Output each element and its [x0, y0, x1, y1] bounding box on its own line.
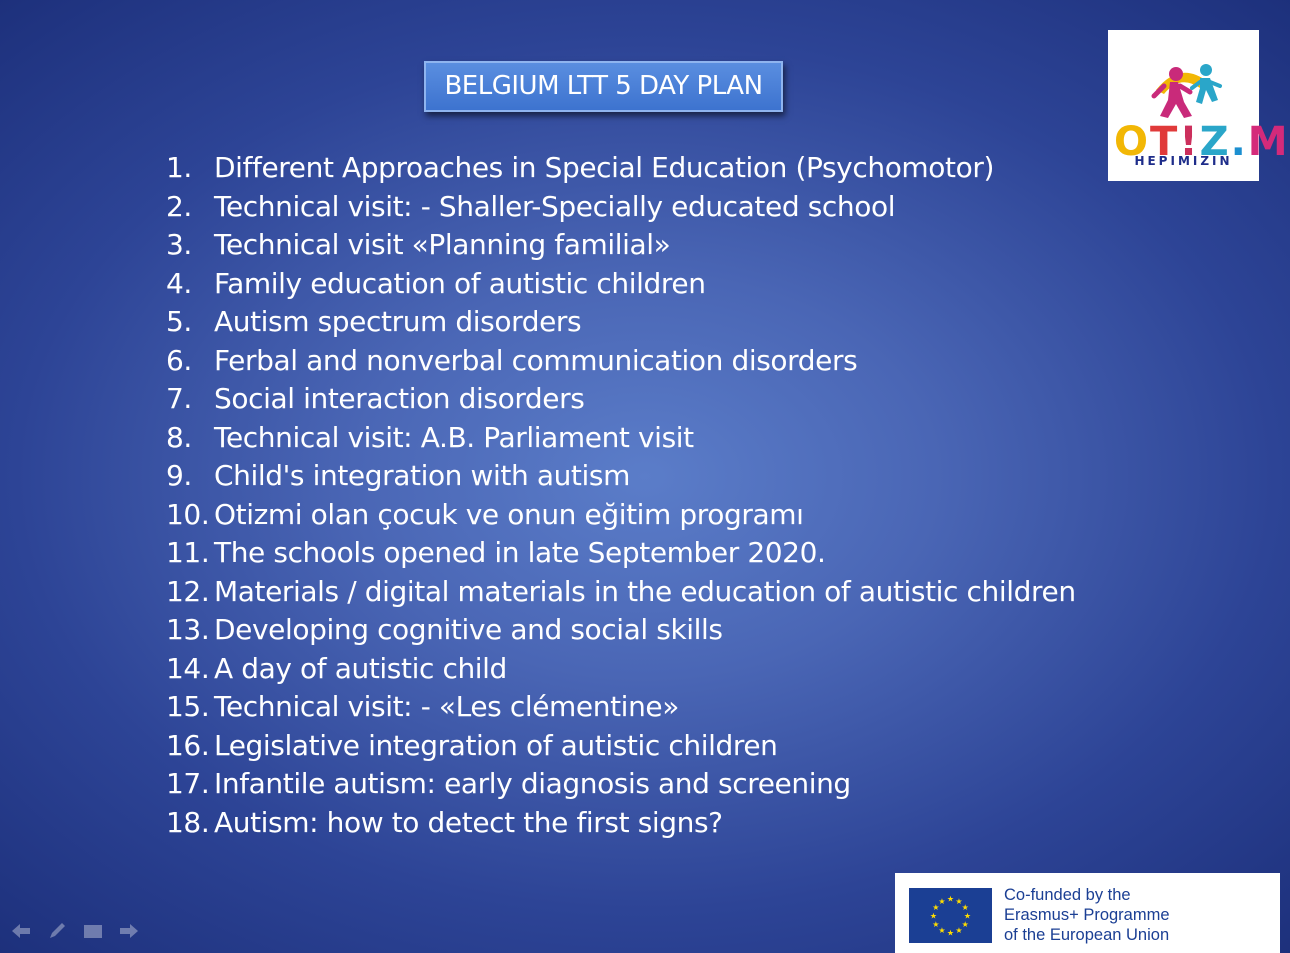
eu-star: ★: [955, 926, 963, 936]
plan-item-number: 1.: [166, 151, 192, 184]
plan-item-text: Technical visit: A.B. Parliament visit: [214, 420, 694, 454]
plan-item-number: 17.: [166, 767, 210, 800]
plan-item-number: 12.: [166, 574, 210, 608]
plan-item-text: Family education of autistic children: [214, 266, 706, 300]
plan-list-item: [166, 651, 1076, 690]
eu-star: ★: [938, 896, 946, 906]
plan-item-text: Technical visit: - «Les clémentine»: [214, 690, 679, 723]
otizm-logo: [1108, 30, 1290, 181]
eu-star: ★: [961, 920, 969, 929]
slide-title: BELGIUM LTT 5 DAY PLAN: [424, 61, 783, 112]
plan-item-number: 7.: [166, 382, 192, 415]
plan-item-text: Autism spectrum disorders: [214, 305, 582, 338]
plan-item-text: Ferbal and nonverbal communication disorders: [214, 343, 858, 377]
plan-list-item: [166, 574, 1076, 613]
plan-list-item: [166, 304, 1076, 343]
plan-list-item: [166, 458, 1076, 497]
plan-item-text: Technical visit «Planning familial»: [214, 228, 671, 261]
plan-item-number: 15.: [166, 690, 210, 723]
plan-item-number: 14.: [166, 651, 210, 685]
plan-item-number: 10.: [166, 497, 210, 531]
eu-star: ★: [938, 926, 946, 936]
eu-flag-icon: [909, 888, 992, 943]
plan-item-number: 18.: [166, 805, 210, 839]
plan-item-text: Different Approaches in Special Education (Psychomotor): [214, 151, 994, 184]
plan-list-item: [166, 381, 1076, 420]
plan-list-item: [166, 612, 1076, 651]
pen-icon[interactable]: [46, 920, 68, 942]
logo-subtitle: HEPIMIZIN: [1134, 154, 1233, 168]
plan-item-text: Technical visit: - Shaller-Specially educated school: [214, 189, 896, 223]
plan-list-item: [166, 227, 1076, 266]
slideshow-nav: [10, 920, 140, 942]
slides-menu-icon[interactable]: [82, 920, 104, 942]
plan-item-text: Legislative integration of autistic children: [214, 728, 778, 762]
plan-item-number: 2.: [166, 189, 192, 223]
eu-badge-line1: Co-funded by the: [1004, 886, 1131, 904]
plan-item-text: Developing cognitive and social skills: [214, 613, 723, 646]
plan-item-number: 3.: [166, 228, 192, 261]
eu-star: ★: [955, 896, 963, 906]
plan-list-item: [166, 266, 1076, 305]
back-arrow-icon[interactable]: [10, 920, 32, 942]
plan-list: [166, 150, 1076, 843]
plan-list-item: [166, 189, 1076, 228]
plan-list-item: [166, 728, 1076, 767]
plan-item-number: 11.: [166, 536, 210, 569]
plan-item-number: 9.: [166, 459, 192, 492]
plan-list-item: [166, 689, 1076, 728]
plan-list-item: [166, 497, 1076, 536]
eu-star: ★: [932, 920, 940, 929]
plan-item-number: 16.: [166, 728, 210, 762]
eu-cofunded-badge: [895, 873, 1280, 953]
plan-list-item: [166, 150, 1076, 189]
plan-list-item: [166, 805, 1076, 844]
plan-list-item: [166, 535, 1076, 574]
eu-star: ★: [963, 911, 972, 921]
plan-item-text: Autism: how to detect the first signs?: [214, 805, 723, 839]
plan-item-text: The schools opened in late September 2020.: [214, 536, 826, 569]
eu-badge-line3: of the European Union: [1004, 926, 1170, 944]
eu-star: ★: [929, 911, 938, 921]
eu-badge-text: [1004, 885, 1170, 945]
eu-star: ★: [946, 928, 955, 938]
plan-item-number: 5.: [166, 305, 192, 338]
plan-list-item: [166, 420, 1076, 459]
eu-star: ★: [946, 894, 955, 904]
plan-item-number: 13.: [166, 613, 210, 646]
plan-item-number: 8.: [166, 420, 192, 454]
logo-wordmark: OT!Z.M: [1114, 119, 1290, 165]
eu-star: ★: [932, 903, 940, 912]
plan-list-item: [166, 766, 1076, 805]
plan-item-text: Materials / digital materials in the education of autistic children: [214, 574, 1076, 608]
plan-item-text: A day of autistic child: [214, 651, 507, 685]
plan-item-number: 6.: [166, 343, 192, 377]
plan-item-text: Infantile autism: early diagnosis and screening: [214, 767, 851, 800]
plan-item-text: Child's integration with autism: [214, 459, 630, 492]
forward-arrow-icon[interactable]: [118, 920, 140, 942]
plan-list-item: [166, 343, 1076, 382]
eu-star: ★: [961, 903, 969, 912]
plan-item-text: Social interaction disorders: [214, 382, 585, 415]
plan-item-number: 4.: [166, 266, 192, 300]
plan-item-text: Otizmi olan çocuk ve onun eğitim programı: [214, 497, 804, 531]
eu-badge-line2: Erasmus+ Programme: [1004, 906, 1170, 924]
